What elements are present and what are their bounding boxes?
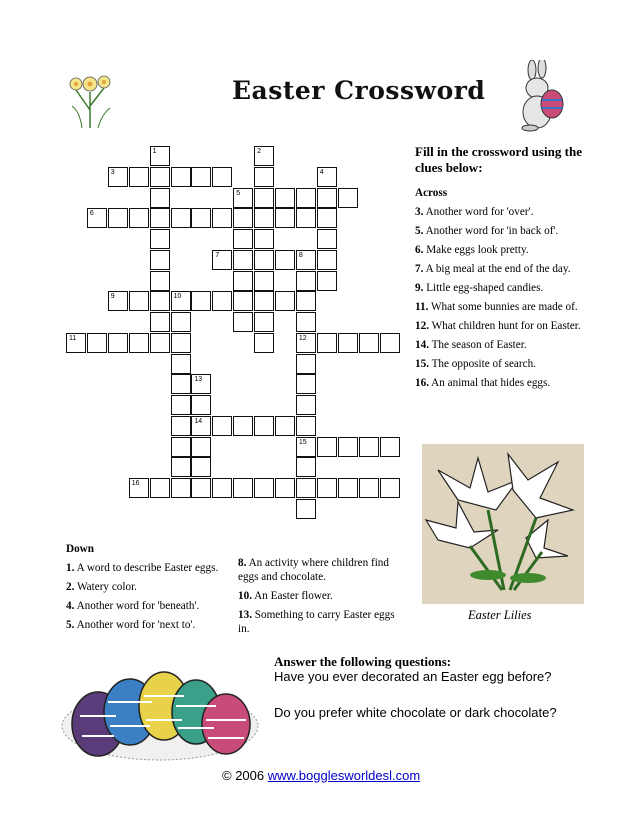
easter-eggs-illustration [60,646,260,764]
clue-item: 1. A word to describe Easter eggs. [66,562,219,574]
grid-cell[interactable] [275,208,295,228]
grid-cell[interactable] [171,437,191,457]
grid-cell[interactable] [171,208,191,228]
grid-cell[interactable] [171,291,191,311]
grid-cell[interactable] [233,478,253,498]
grid-cell[interactable] [317,250,337,270]
grid-cell[interactable] [212,478,232,498]
grid-cell[interactable] [171,167,191,187]
grid-cell[interactable] [212,250,232,270]
clue-item: 14. The season of Easter. [415,339,527,351]
grid-cell[interactable] [150,146,170,166]
grid-cell[interactable] [212,167,232,187]
grid-cell[interactable] [296,374,316,394]
grid-cell[interactable] [150,229,170,249]
grid-cell[interactable] [296,291,316,311]
grid-cell[interactable] [129,291,149,311]
grid-cell[interactable] [296,478,316,498]
grid-cell[interactable] [254,250,274,270]
grid-cell[interactable] [212,208,232,228]
grid-cell[interactable] [296,333,316,353]
grid-cell[interactable] [233,250,253,270]
grid-cell[interactable] [191,208,211,228]
grid-cell[interactable] [171,374,191,394]
clue-item: 8. An activity where children find eggs and chocolate. [238,557,389,583]
website-link[interactable]: www.bogglesworldesl.com [267,768,421,783]
clue-item: 6. Make eggs look pretty. [415,244,529,256]
grid-cell[interactable] [296,271,316,291]
grid-cell[interactable] [191,395,211,415]
grid-cell[interactable] [296,188,316,208]
grid-cell[interactable] [296,437,316,457]
clue-item: 12. What children hunt for on Easter. [415,320,581,332]
clue-item: 15. The opposite of search. [415,358,536,370]
grid-cell[interactable] [150,208,170,228]
grid-cell[interactable] [359,478,379,498]
grid-cell[interactable] [380,333,400,353]
grid-cell[interactable] [233,291,253,311]
grid-cell[interactable] [191,291,211,311]
grid-cell[interactable] [108,291,128,311]
lilies-illustration [418,440,588,608]
grid-cell[interactable] [254,271,274,291]
grid-cell[interactable] [254,208,274,228]
grid-cell[interactable] [108,208,128,228]
grid-cell[interactable] [254,333,274,353]
grid-cell[interactable] [171,333,191,353]
cell-number: 4 [319,168,324,176]
grid-cell[interactable] [275,291,295,311]
grid-cell[interactable] [338,437,358,457]
grid-cell[interactable] [275,416,295,436]
grid-cell[interactable] [296,208,316,228]
grid-cell[interactable] [338,478,358,498]
cell-number: 2 [257,148,261,155]
grid-cell[interactable] [380,478,400,498]
cell-number: 8 [298,251,303,259]
grid-cell[interactable] [254,416,274,436]
grid-cell[interactable] [296,354,316,374]
across-heading: Across [415,187,448,199]
grid-cell[interactable] [275,188,295,208]
grid-cell[interactable] [150,333,170,353]
grid-cell[interactable] [171,395,191,415]
grid-cell[interactable] [129,208,149,228]
grid-cell[interactable] [317,208,337,228]
cell-number: 14 [194,417,203,425]
grid-cell[interactable] [254,312,274,332]
clue-item: 4. Another word for 'beneath'. [66,600,200,612]
grid-cell[interactable] [87,208,107,228]
grid-cell[interactable] [359,437,379,457]
cell-number: 15 [298,438,307,446]
cell-number: 12 [298,334,307,342]
grid-cell[interactable] [296,312,316,332]
cell-number: 13 [194,376,203,384]
grid-cell[interactable] [296,457,316,477]
question-1: Have you ever decorated an Easter egg before? [274,669,552,684]
cell-number: 3 [110,168,115,176]
clue-item: 7. A big meal at the end of the day. [415,263,571,275]
clue-item: 11. What some bunnies are made of. [415,301,578,313]
grid-cell[interactable] [150,312,170,332]
clue-item: 5. Another word for 'next to'. [66,619,196,631]
grid-cell[interactable] [129,167,149,187]
copyright-text: © 2006 [222,768,265,783]
grid-cell[interactable] [191,374,211,394]
clue-item: 10. An Easter flower. [238,590,333,602]
grid-cell[interactable] [317,188,337,208]
grid-cell[interactable] [233,271,253,291]
grid-cell[interactable] [191,416,211,436]
grid-cell[interactable] [150,188,170,208]
grid-cell[interactable] [254,188,274,208]
clue-item: 9. Little egg-shaped candies. [415,282,544,294]
grid-cell[interactable] [171,478,191,498]
grid-cell[interactable] [212,291,232,311]
cell-number: 16 [131,480,140,487]
grid-cell[interactable] [275,250,295,270]
grid-cell[interactable] [317,478,337,498]
grid-cell[interactable] [233,312,253,332]
grid-cell[interactable] [212,416,232,436]
cell-number: 5 [236,189,241,197]
grid-cell[interactable] [150,291,170,311]
grid-cell[interactable] [191,437,211,457]
instructions: Fill in the crossword using the clues below: [415,144,582,175]
down-clues-right [238,556,400,641]
grid-cell[interactable] [171,457,191,477]
grid-cell[interactable] [254,478,274,498]
grid-cell[interactable] [233,208,253,228]
grid-cell[interactable] [296,395,316,415]
grid-cell[interactable] [129,478,149,498]
grid-cell[interactable] [254,167,274,187]
grid-cell[interactable] [359,333,379,353]
down-heading: Down [66,543,94,555]
grid-cell[interactable] [254,229,274,249]
clue-item: 2. Watery color. [66,581,137,593]
cell-number: 11 [69,334,77,342]
grid-cell[interactable] [317,167,337,187]
grid-cell[interactable] [233,229,253,249]
grid-cell[interactable] [296,250,316,270]
grid-cell[interactable] [233,188,253,208]
clue-item: 16. An animal that hides eggs. [415,377,551,389]
grid-cell[interactable] [87,333,107,353]
grid-cell[interactable] [317,437,337,457]
grid-cell[interactable] [254,146,274,166]
grid-cell[interactable] [171,312,191,332]
grid-cell[interactable] [254,291,274,311]
cell-number: 10 [173,293,182,301]
grid-cell[interactable] [150,271,170,291]
grid-cell[interactable] [338,333,358,353]
footer [222,768,420,783]
page-title: Easter Crossword [232,76,486,105]
clue-item: 13. Something to carry Easter eggs in. [238,609,395,635]
grid-cell[interactable] [108,167,128,187]
questions-heading: Answer the following questions: [274,654,452,669]
grid-cell[interactable] [317,333,337,353]
cell-number: 9 [110,293,115,301]
grid-cell[interactable] [150,250,170,270]
cell-number: 1 [152,148,157,155]
question-2: Do you prefer white chocolate or dark chocolate? [274,705,557,720]
grid-cell[interactable] [380,437,400,457]
grid-cell[interactable] [275,478,295,498]
down-clues-left [66,542,236,637]
across-clues [415,186,595,395]
grid-cell[interactable] [233,416,253,436]
cell-number: 6 [89,210,94,218]
grid-cell[interactable] [171,354,191,374]
clue-item: 5. Another word for 'in back of'. [415,225,559,237]
grid-cell[interactable] [191,167,211,187]
grid-cell[interactable] [129,333,149,353]
grid-cell[interactable] [338,188,358,208]
cell-number: 7 [215,251,220,259]
grid-cell[interactable] [66,333,86,353]
grid-cell[interactable] [171,416,191,436]
clue-item: 3. Another word for 'over'. [415,206,534,218]
grid-cell[interactable] [108,333,128,353]
lilies-caption: Easter Lilies [468,608,532,622]
grid-cell[interactable] [317,271,337,291]
grid-cell[interactable] [296,416,316,436]
grid-cell[interactable] [191,457,211,477]
grid-cell[interactable] [150,478,170,498]
grid-cell[interactable] [150,167,170,187]
grid-cell[interactable] [317,229,337,249]
grid-cell[interactable] [191,478,211,498]
grid-cell[interactable] [296,499,316,519]
